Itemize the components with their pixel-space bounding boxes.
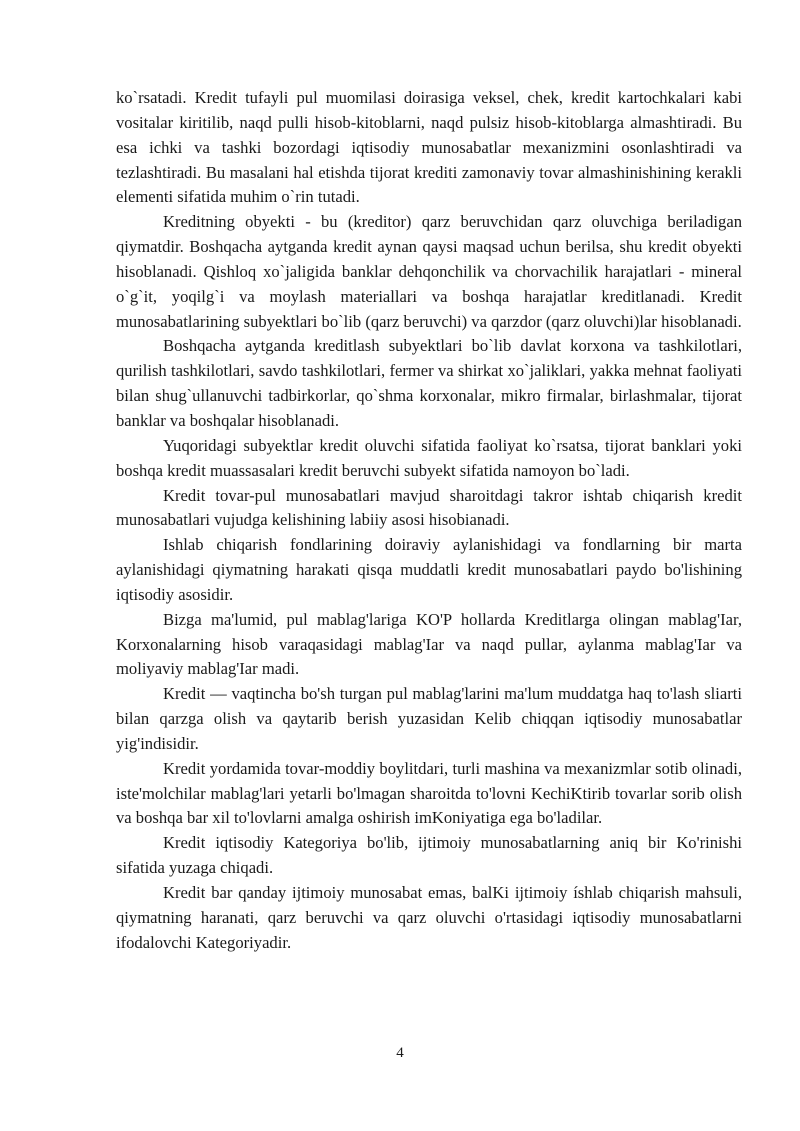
paragraph-funds-sources: Bizga ma'lumid, pul mablag'lariga KO'P hollarda Kreditlarga olingan mablag'Iar, Korxonalarning hisob varaqasidagi mablag'Iar va naqd pullar, aylanma mablag'Iar va moliyaviy mablag'Iar madi. xyxy=(116,609,742,679)
paragraph-subjects-roles: Yuqoridagi subyektlar kredit oluvchi sifatida faoliyat ko`rsatsa, tijorat banklari yoki boshqa kredit muassasalari kredit beruvchi subyekt sifatida namoyon bo`ladi. xyxy=(116,435,742,480)
paragraph-fund-circulation: Ishlab chiqarish fondlarining doiraviy aylanishidagi va fondlarning bir marta aylanishidagi qiymatning harakati qisqa muddatli kredit munosabatlari paydo bo'lishining iqtisodiy asosidir. xyxy=(116,535,742,604)
paragraph-social-relations: Kredit bar qanday ijtimoiy munosabat emas, balKi ijtimoiy íshlab chiqarish mahsuli, qiymatning haranati, qarz beruvchi va qarz oluvchi o'rtasidagi iqtisodiy munosabatlarni ifodalovchi Kategoriyadir. xyxy=(116,883,742,952)
paragraph-credit-definition: Kredit — vaqtincha bo'sh turgan pul mablag'larini ma'lum muddatga haq to'lash sliarti bilan qarzga olish va qaytarib berish yuzasidan Kelib chiqqan iqtisodiy munosabatlar yig'indisidir. xyxy=(116,684,742,753)
paragraph-continuation: ko`rsatadi. Kredit tufayli pul muomilasi doirasiga veksel, chek, kredit kartochkalari kabi vositalar kiritilib, naqd pulli hisob-kitoblarni, naqd pulsiz hisob-kitoblarga almashtiradi. Bu esa ichki va tashki bozordagi iqtisodiy munosabatlar mexanizmini osonlashtiradi va tezlashtiradi. Bu masalani hal etishda tijorat krediti zamonaviy tovar almashinishining kerakli elementi sifatida muhim o`rin tutadi. xyxy=(116,88,742,207)
body-text xyxy=(116,86,742,956)
page-number: 4 xyxy=(396,1045,404,1061)
paragraph-credit-usage: Kredit yordamida tovar-moddiy boylitdari, turli mashina va mexanizmlar sotib olinadi, iste'molchilar mablag'lari yetarli bo'lmagan sharoitda to'lovni KechiKtirib tovarlar sorib olish va boshqa bar xil to'lovlarni amalga oshirish imKoniyatiga ega bo'ladilar. xyxy=(116,758,742,828)
paragraph-credit-object: Kreditning obyekti - bu (kreditor) qarz beruvchidan qarz oluvchiga beriladigan qiymatdir. Boshqacha aytganda kredit aynan qaysi maqsad uchun berilsa, shu kredit obyekti hisoblanadi. Qishloq xo`jaligida banklar dehqonchilik va chorvachilik harajatlari - mineral o`g`it, yoqilg`i va moylash materiallari va boshqa harajatlar kreditlanadi. Kredit munosabatlarining subyektlari bo`lib (qarz beruvchi) va qarzdor (qarz oluvchi)lar hisoblanadi. xyxy=(116,212,742,331)
paragraph-credit-subjects: Boshqacha aytganda kreditlash subyektlari bo`lib davlat korxona va tashkilotlari, qurilish tashkilotlari, savdo tashkilotlari, fermer va shirkat xo`jaliklari, yakka mehnat faoliyati bilan shug`ullanuvchi tadbirkorlar, qo`shma korxonalar, mikro firmalar, birlashmalar, tijorat banklar va boshqalar hisoblanadi. xyxy=(116,336,742,430)
paragraph-reproduction-basis: Kredit tovar-pul munosabatlari mavjud sharoitdagi takror ishtab chiqarish kredit munosabatlari vujudga kelishining labiiy asosi hisobianadi. xyxy=(116,485,742,530)
paragraph-economic-category: Kredit iqtisodiy Kategoriya bo'lib, ijtimoiy munosabatlarning aniq bir Ko'rinishi sifatida yuzaga chiqadi. xyxy=(116,833,742,878)
